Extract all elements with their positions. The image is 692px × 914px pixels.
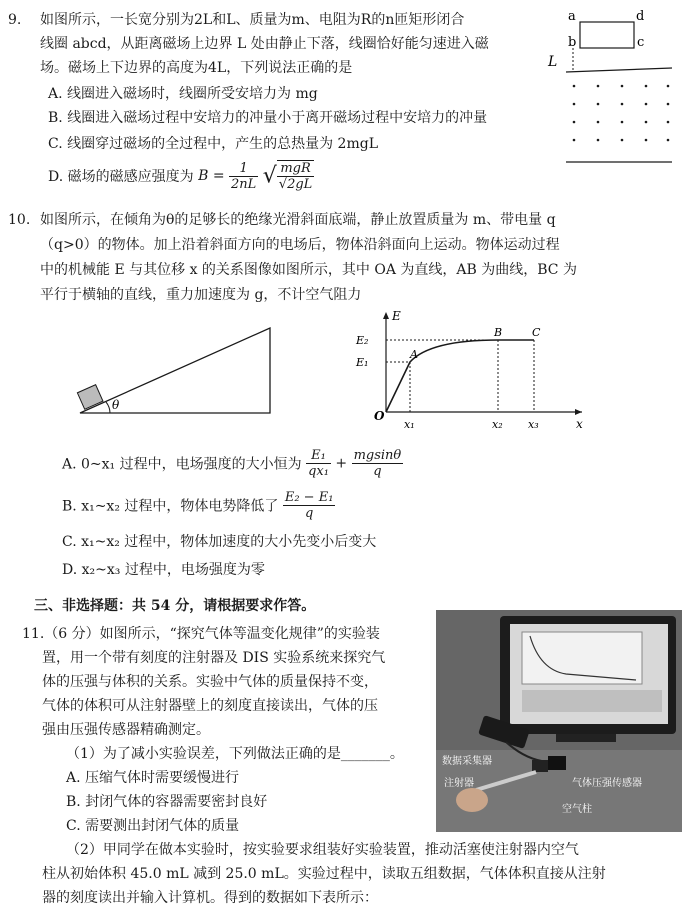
fraction-denominator: √2gL (278, 177, 313, 192)
q11-tail-3: 器的刻度读出并输入计算机。得到的数据如下表所示： (42, 890, 378, 906)
q9-coil-field-figure (540, 6, 680, 166)
monitor-stand (556, 734, 616, 742)
fraction-numerator: mgsinθ (353, 448, 402, 463)
q9-option-b: B. 线圈进入磁场过程中安培力的冲量小于离开磁场过程中安培力的冲量 (48, 110, 488, 126)
theta-label: θ (112, 398, 120, 412)
q10-option-a-text: A. 0~x₁ 过程中，电场强度的大小恒为 (62, 456, 302, 473)
label-air-column: 空气柱 (562, 804, 592, 815)
origin-label: O (374, 409, 385, 423)
E2-label: E₂ (356, 334, 369, 347)
q9-number: 9. (8, 12, 22, 28)
q9-option-d-sqrt-fraction (277, 160, 315, 192)
pressure-sensor (548, 756, 566, 770)
y-axis-arrow (383, 312, 389, 319)
label-a: a (568, 9, 576, 24)
q11-line-4: 气体的体积可从注射器壁上的刻度直接读出，气体的压 (42, 698, 378, 714)
q9-option-d-fraction (229, 161, 258, 192)
x2-label: x₂ (492, 418, 503, 431)
x-axis-arrow (575, 409, 582, 415)
q10-option-c: C. x₁~x₂ 过程中，物体加速度的大小先变小后变大 (62, 534, 377, 550)
q9-option-c: C. 线圈穿过磁场的全过程中，产生的总热量为 2mgL (48, 136, 379, 152)
coil-rectangle (580, 22, 634, 48)
section-heading: 三、非选择题：共 54 分，请根据要求作答。 (34, 598, 316, 614)
fraction-denominator: qx₁ (308, 464, 329, 479)
screen-table (522, 690, 662, 712)
q10-option-b (62, 490, 335, 521)
q10-option-b-fraction (283, 490, 336, 521)
q11-apparatus-photo (436, 610, 682, 832)
q10-stem-4: 平行于横轴的直线，重力加速度为 g，不计空气阻力 (40, 287, 362, 303)
q11-tail-2: 柱从初始体积 45.0 mL 减到 25.0 mL。实验过程中，读取五组数据，气体体积直接从注射 (42, 866, 606, 882)
hand (456, 788, 488, 812)
field-top-boundary (566, 68, 672, 72)
plus-sign: + (335, 455, 348, 472)
q10-stem-1: 如图所示，在倾角为θ的足够长的绝缘光滑斜面底端，静止放置质量为 m、带电量 q (40, 212, 556, 228)
fraction-numerator: E₂ − E₁ (284, 490, 334, 505)
label-b: b (568, 35, 577, 50)
label-d: d (636, 9, 645, 24)
point-B-label: B (494, 326, 503, 339)
q10-option-b-text: B. x₁~x₂ 过程中，物体电势降低了 (62, 498, 279, 515)
q11-line-3: 体的压强与体积的关系。实验中气体的质量保持不变， (42, 674, 378, 690)
axis-E-label: E (392, 309, 401, 323)
q10-number: 10. (8, 212, 31, 228)
x3-label: x₃ (528, 418, 539, 431)
q11-line-2: 置，用一个带有刻度的注射器及 DIS 实验系统来探究气 (42, 650, 386, 666)
label-L: L (548, 54, 558, 70)
q9-stem-3: 场。磁场上下边界的高度为4L，下列说法正确的是 (40, 60, 353, 76)
q10-stem-3: 中的机械能 E 与其位移 x 的关系图像如图所示，其中 OA 为直线，AB 为曲线，BC 为 (40, 262, 577, 278)
label-pressure-sensor: 气体压强传感器 (572, 778, 642, 789)
q11-line-1: 11.（6 分）如图所示，“探究气体等温变化规律”的实验装 (22, 626, 380, 642)
x1-label: x₁ (404, 418, 415, 431)
field-dots (573, 85, 670, 142)
apparatus-drawing (436, 610, 682, 832)
q9-option-d-text: D. 磁场的磁感应强度为 (48, 169, 194, 185)
sqrt-sign: √ (262, 163, 277, 189)
q11-sub-1: （1）为了减小实验误差，下列做法正确的是_______。 (66, 746, 404, 762)
q11-option-a: A. 压缩气体时需要缓慢进行 (66, 770, 240, 786)
q10-option-a-fraction-1 (306, 448, 331, 479)
point-C-label: C (532, 326, 541, 339)
q11-line-5: 强由压强传感器精确测定。 (42, 722, 210, 738)
q9-option-d (48, 160, 314, 192)
fraction-denominator: 2nL (231, 176, 257, 192)
fraction-numerator: E₁ (306, 448, 331, 464)
q10-option-d: D. x₂~x₃ 过程中，电场强度为零 (62, 562, 265, 578)
fraction-denominator: q (304, 506, 314, 521)
q10-option-a (62, 448, 403, 479)
label-data-collector: 数据采集器 (442, 756, 492, 767)
q10-option-a-fraction-2 (352, 448, 404, 479)
q9-option-d-lhs: B = (198, 168, 225, 184)
q9-option-a: A. 线圈进入磁场时，线圈所受安培力为 mg (48, 86, 318, 102)
q10-energy-graph (350, 306, 590, 436)
E1-label: E₁ (356, 356, 369, 369)
q10-stem-2: （q>0）的物体。加上沿着斜面方向的电场后，物体沿斜面向上运动。物体运动过程 (40, 237, 560, 253)
q11-option-c: C. 需要测出封闭气体的质量 (66, 818, 240, 834)
fraction-numerator: 1 (229, 161, 258, 177)
q9-stem-2: 线圈 abcd，从距离磁场上边界 L 处由静止下落，线圈恰好能匀速进入磁 (40, 36, 489, 52)
q11-sub-2: （2）甲同学在做本实验时，按实验要求组装好实验装置，推动活塞使注射器内空气 (66, 842, 579, 858)
q11-option-b: B. 封闭气体的容器需要密封良好 (66, 794, 268, 810)
fraction-numerator: mgR (277, 161, 315, 177)
energy-curve (386, 340, 534, 412)
axis-x-label: x (576, 417, 583, 431)
label-syringe: 注射器 (444, 778, 474, 789)
label-c: c (637, 35, 645, 50)
q9-stem-1: 如图所示，一长宽分别为2L和L、质量为m、电阻为R的n匝矩形闭合 (40, 12, 465, 28)
q10-incline-figure (70, 318, 280, 418)
fraction-denominator: q (373, 464, 382, 479)
incline-triangle (80, 328, 270, 413)
point-A-label: A (410, 348, 418, 361)
